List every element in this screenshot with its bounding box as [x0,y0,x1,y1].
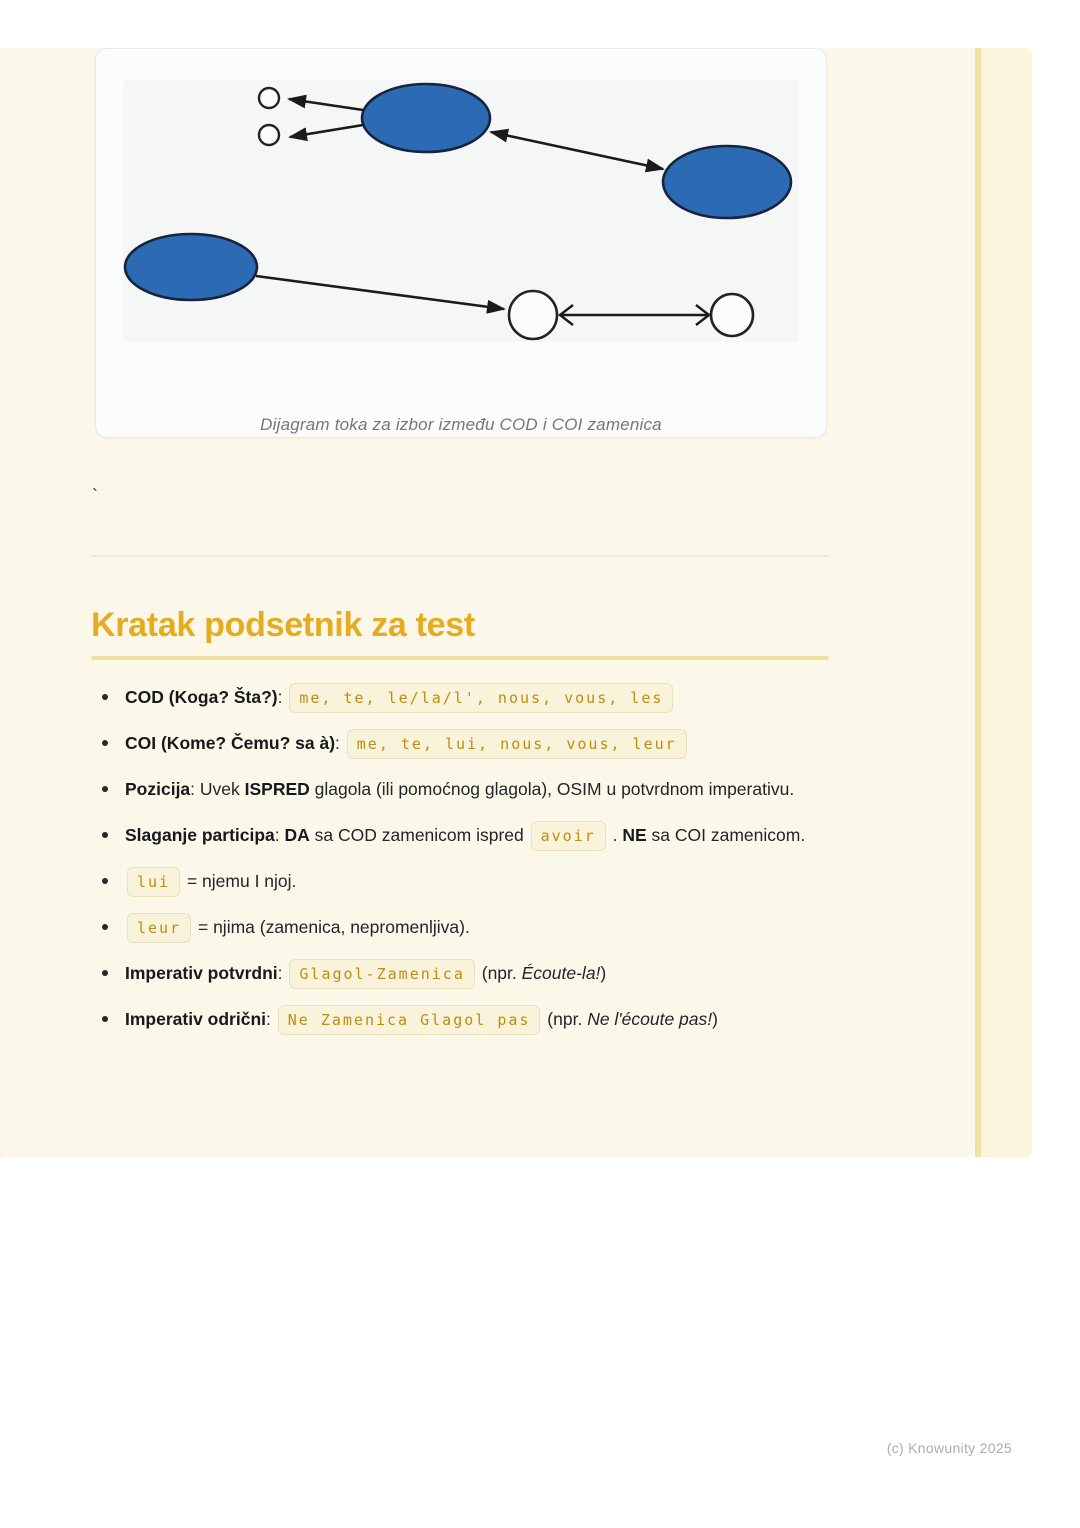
inline-code-chip: Ne Zamenica Glagol pas [278,1005,541,1035]
blue-ellipse-node-right [663,146,791,218]
text-segment: sa COD zamenicom ispred [309,825,529,845]
text-segment: Ne l'écoute pas! [587,1009,713,1029]
text-segment: sa COI zamenicom. [646,825,806,845]
arrow-to-option1 [289,99,363,110]
text-segment: : Uvek [190,779,245,799]
option-circle-node [259,88,279,108]
figure-caption: Dijagram toka za izbor između COD i COI zamenica [260,415,662,434]
result-circle-node [509,291,557,339]
inline-code-chip: me, te, le/la/l', nous, vous, les [289,683,673,713]
cod-coi-flow-diagram [123,80,799,342]
arrow-to-option2 [290,125,363,137]
option-circle-node [259,125,279,145]
result-circle-node [711,294,753,336]
heading-underline [91,656,829,660]
list-item [91,772,836,806]
list-item [91,864,836,898]
list-item [91,910,836,944]
text-segment: Imperativ potvrdni [125,963,278,983]
text-segment: (npr. [476,963,522,983]
arrow-bottom-long [256,276,504,309]
double-arrow-top [491,132,663,169]
text-segment: NE [622,825,647,845]
text-segment: : [277,963,288,983]
text-segment: = njima (zamenica, nepromenljiva). [193,917,470,937]
text-segment: ISPRED [244,779,310,799]
text-segment: = njemu I njoj. [182,871,297,891]
inline-code-chip: Glagol-Zamenica [289,959,474,989]
list-item [91,680,836,714]
list-item [91,726,836,760]
blue-ellipse-node-top [362,84,490,152]
list-item [91,1002,836,1036]
text-segment: Slaganje participa [125,825,275,845]
list-item [91,818,836,852]
text-segment: : [274,825,285,845]
text-segment: glagola (ili pomoćnog glagola), OSIM u potvrdnom imperativu. [309,779,795,799]
inline-code-chip: leur [127,913,191,943]
inline-code-chip: avoir [531,821,606,851]
text-segment: Pozicija [125,779,191,799]
text-segment: COD (Koga? Šta?) [125,687,278,707]
inline-code-chip: lui [127,867,180,897]
inline-code-chip: me, te, lui, nous, vous, leur [347,729,687,759]
stray-backtick-text: ` [92,486,98,506]
text-segment: ) [600,963,607,983]
text-segment: DA [284,825,310,845]
text-segment: . [607,825,623,845]
text-segment: ) [712,1009,718,1029]
section-divider [91,555,829,557]
figure-card [95,48,827,438]
flow-diagram-image [123,80,799,342]
text-segment: Imperativ odrični [125,1009,267,1029]
text-segment: : [277,687,288,707]
list-item [91,956,836,990]
text-segment: COI (Kome? Čemu? sa à) [125,733,336,753]
text-segment: (npr. [542,1009,588,1029]
section-heading: Kratak podsetnik za test [91,606,475,644]
reminder-list [91,680,836,1048]
text-segment: : [266,1009,276,1029]
text-segment: : [335,733,345,753]
blue-ellipse-node-bottom-left [125,234,257,300]
footer-copyright: (c) Knowunity 2025 [886,1440,1012,1456]
text-segment: Écoute-la! [521,963,601,983]
next-page-edge [975,48,1032,1157]
